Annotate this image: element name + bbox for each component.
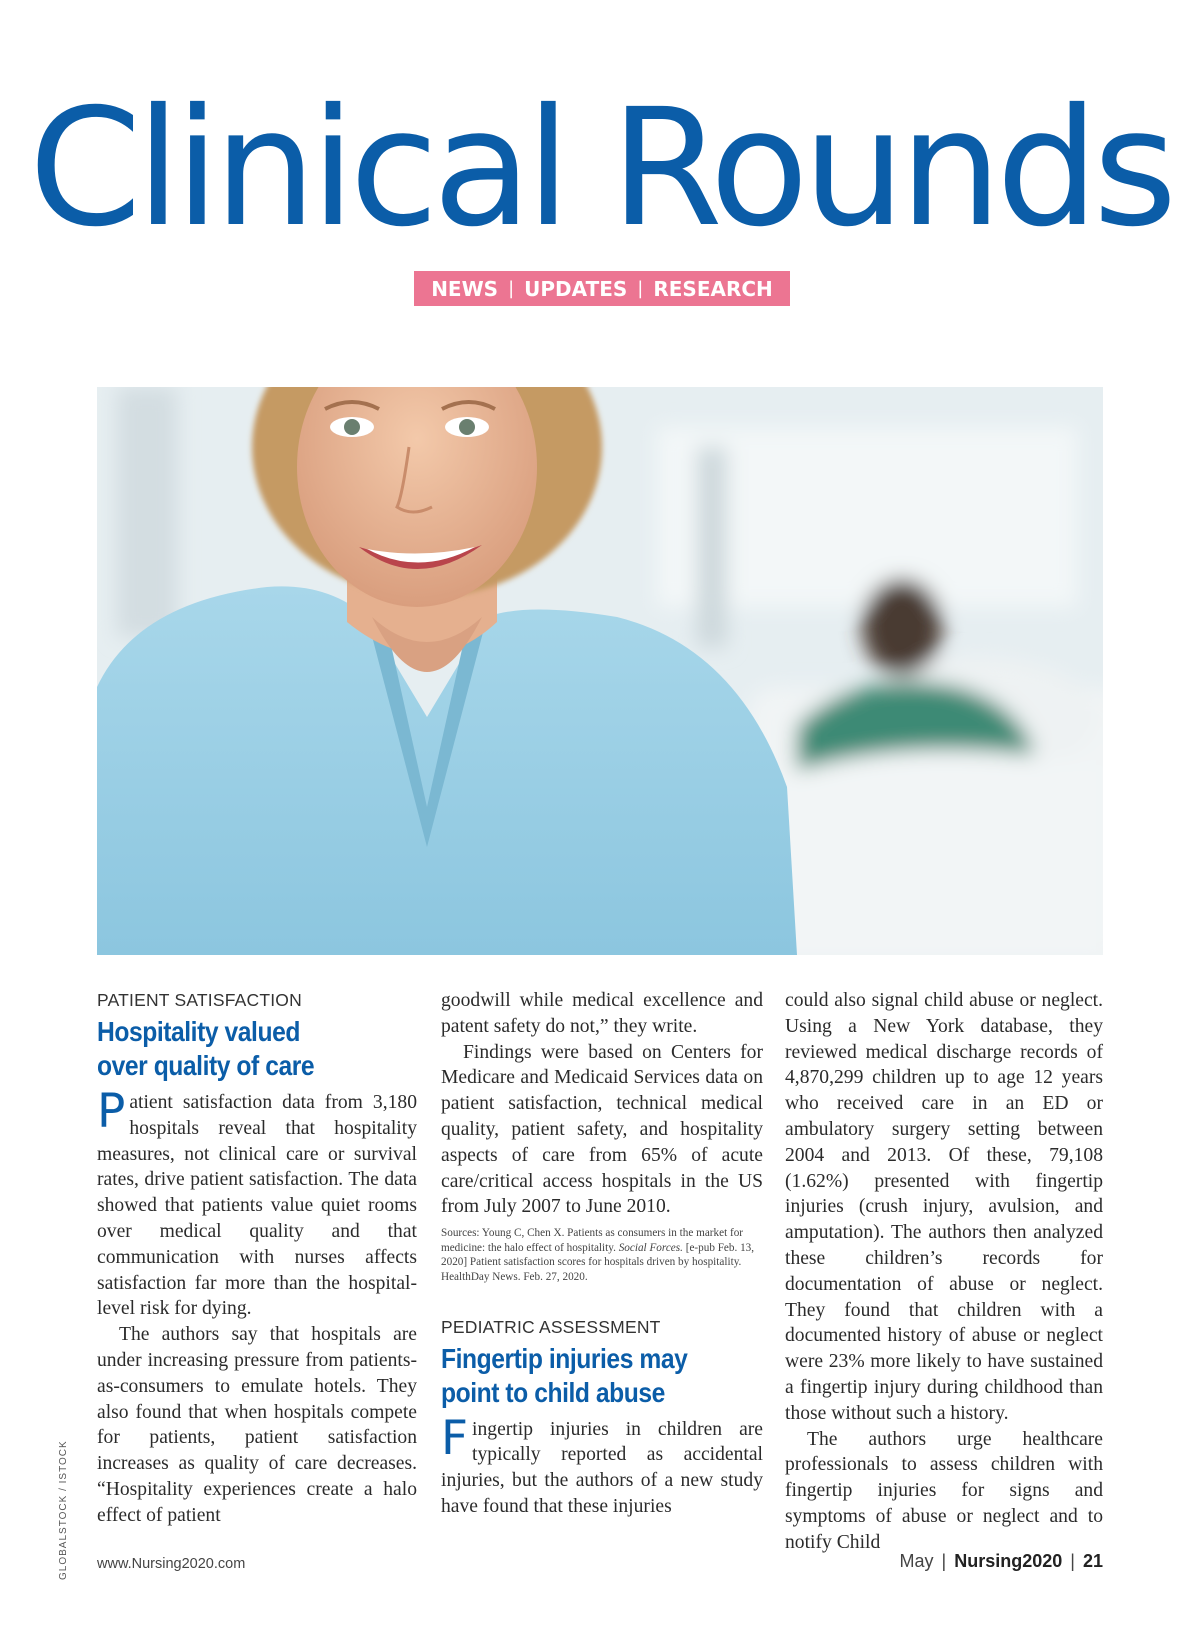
article2-paragraph-2: The authors urge healthcare professionals to assess children with fingertip injuries for signs and symptoms of abuse or neglect and to notify Child <box>785 1428 1103 1553</box>
article2-kicker: PEDIATRIC ASSESSMENT <box>441 1316 661 1337</box>
footer-page-number: 21 <box>1082 1551 1103 1571</box>
article2-paragraph-1 <box>441 1410 763 1520</box>
footer-separator: | <box>941 1551 947 1571</box>
sources-text: Sources: Young C, Chen X. Patients as consumers in the market for medicine: the halo effect of hospitality. <box>441 1227 744 1254</box>
article1-paragraph-2: The authors say that hospitals are under increasing pressure from patients-as-consumers to emulate hotels. They also found that when hospitals compete for patients, patient satisfaction increases as quality of care decreases. “Hospitality experiences create a halo effect of patient <box>97 1324 417 1526</box>
masthead-title: Clinical Rounds <box>28 75 1172 263</box>
article2-headline-line1: Fingertip injuries may <box>441 1342 688 1374</box>
tag-research: RESEARCH <box>653 276 773 301</box>
article1-kicker: PATIENT SATISFACTION <box>97 990 302 1010</box>
sources-text-2: [e-pub Feb. 13, 2020] Patient satisfaction scores for hospitals driven by hospitality. HealthDay News. Feb. 27, 2020. <box>441 1241 755 1283</box>
article2-p1-text: ingertip injuries in children are typically reported as accidental injuries, but the authors of a new study have found that these injuries <box>441 1418 763 1517</box>
sources-journal: Social Forces. <box>618 1241 683 1254</box>
article1-paragraph-2-cont: goodwill while medical excellence and patent safety do not,” they write. <box>441 990 763 1037</box>
footer-website: www.Nursing2020.com <box>97 1556 246 1572</box>
footer-separator: | <box>1070 1551 1075 1571</box>
article1-p1-text: atient satisfaction data from 3,180 hospitals reveal that hospitality measures, not clinical care or survival rates, drive patient satisfaction. The data showed that patients value quiet rooms over medical quality and that communication with nurses affects satisfaction far more than the hospital-level risk for dying. <box>97 1092 417 1320</box>
column-1 <box>97 988 417 1529</box>
article1-sources <box>441 1226 763 1284</box>
article1-headline-line1: Hospitality valued <box>97 1016 300 1047</box>
footer-folio <box>900 1551 1103 1572</box>
article1-paragraph-3: Findings were based on Centers for Medicare and Medicaid Services data on patient satisfaction, technical medical quality, patient safety, and hospitality aspects of care from 65% of acute care/critical access hospitals in the US from July 2007 to June 2010. <box>441 1041 763 1218</box>
photo-credit: GLOBALSTOCK / ISTOCK <box>58 1440 69 1580</box>
column-3 <box>785 988 1103 1556</box>
tag-separator: | <box>508 278 515 299</box>
section-tag-bar <box>414 271 790 306</box>
article1-dropcap: P <box>97 1084 126 1139</box>
article1-headline-line2: over quality of care <box>97 1050 315 1081</box>
footer-month: May <box>899 1551 934 1571</box>
article2-paragraph-1-cont: could also signal child abuse or neglect. Using a New York database, they reviewed medical discharge records of 4,870,299 children up to age 12 years who received care in an ED or ambulatory surgery setting between 2004 and 2013. Of these, 79,108 (1.62%) presented with fingertip injuries (crush injury, avulsion, and amputation). The authors then analyzed these children’s records for documentation of abuse or neglect. They found that children with a documented history of abuse or neglect were 23% more likely to have sustained a fingertip injury during childhood than those without such a history. <box>785 990 1103 1424</box>
footer-magazine: Nursing2020 <box>954 1551 1063 1571</box>
hero-photo <box>97 387 1103 955</box>
tag-separator: | <box>637 278 644 299</box>
article1-paragraph-1 <box>97 1084 417 1322</box>
column-2 <box>441 988 763 1520</box>
article2-block <box>441 1315 763 1520</box>
article1-headline <box>97 1015 415 1083</box>
article2-dropcap: F <box>441 1410 469 1466</box>
article2-headline-line2: point to child abuse <box>441 1376 665 1408</box>
tag-updates: UPDATES <box>524 276 628 301</box>
nurse-patient-illustration <box>97 387 1103 955</box>
tag-news: NEWS <box>431 276 499 301</box>
article2-headline <box>441 1342 761 1410</box>
